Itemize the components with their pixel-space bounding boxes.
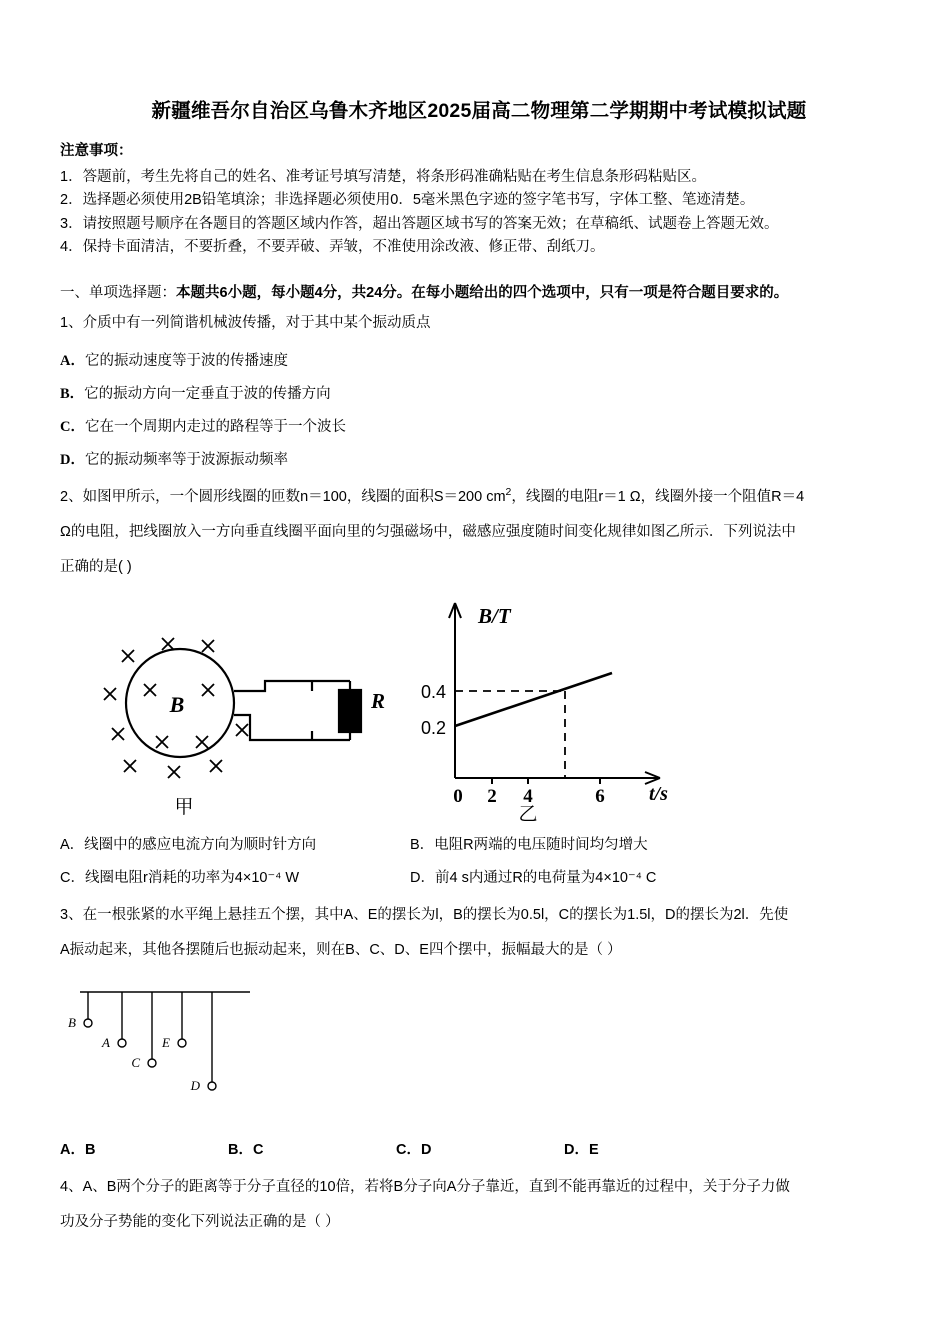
question-4-stem-line-2: 功及分子势能的变化下列说法正确的是（ ） bbox=[60, 1213, 340, 1230]
notice-item-3: 3．请按照题号顺序在各题目的答题区域内作答，超出答题区域书写的答案无效；在草稿纸、试题卷上答题无效。 bbox=[60, 215, 779, 232]
option-label: B． bbox=[60, 385, 85, 402]
question-2-option-b bbox=[410, 833, 648, 854]
option-text: 前4 s内通过R的电荷量为4×10⁻⁴ C bbox=[434, 869, 657, 886]
question-1-option-d bbox=[60, 448, 898, 469]
question-2-figure bbox=[60, 588, 898, 823]
bob-A bbox=[118, 1039, 126, 1047]
option-label: A． bbox=[60, 352, 85, 369]
question-2-stem-line-1: 2、如图甲所示，一个圆形线圈的匝数n＝100，线圈的面积S＝200 $cm^2$，线圈的电阻r＝1 Ω，线圈外接一个阻值R＝4 bbox=[60, 486, 805, 505]
question-2-option-c bbox=[60, 866, 410, 887]
question-3-figure bbox=[60, 977, 898, 1122]
pendulum-label-C: C bbox=[131, 1054, 140, 1070]
section-1-desc: 本题共6小题，每小题4分，共24分。在每小题给出的四个选项中，只有一项是符合题目要求的。 bbox=[176, 284, 789, 301]
option-label: B． bbox=[410, 836, 435, 853]
pendulum-label-B: B bbox=[68, 1014, 76, 1030]
bob-E bbox=[178, 1039, 186, 1047]
question-1-option-b bbox=[60, 382, 898, 403]
figure-caption-yi: 乙 bbox=[518, 803, 538, 823]
option-label: A． bbox=[60, 836, 85, 853]
option-text: 电阻R两端的电压随时间均匀增大 bbox=[434, 836, 648, 853]
y-tick-0-2: 0.2 bbox=[420, 717, 446, 738]
page-title: 新疆维吾尔自治区乌鲁木齐地区2025届高二物理第二学期期中考试模拟试题 bbox=[151, 100, 807, 122]
option-label: D． bbox=[60, 451, 85, 468]
resistor-box bbox=[339, 690, 361, 732]
x-tick-4: 4 bbox=[523, 785, 533, 807]
bob-C bbox=[148, 1059, 156, 1067]
question-3-answer-c: C．D bbox=[396, 1141, 432, 1158]
question-1-option-c bbox=[60, 415, 898, 436]
question-1-option-a bbox=[60, 349, 898, 370]
pendulum-label-E: E bbox=[162, 1034, 170, 1050]
y-tick-0-4: 0.4 bbox=[420, 681, 446, 702]
option-text: 线圈中的感应电流方向为顺时针方向 bbox=[84, 836, 317, 853]
x-axis-label: t/s bbox=[649, 782, 668, 805]
option-label: C． bbox=[60, 418, 85, 435]
question-2-stem-line-3: 正确的是( ) bbox=[60, 558, 132, 575]
question-3-stem-line-2: A振动起来，其他各摆随后也振动起来，则在B、C、D、E四个摆中，振幅最大的是（ ） bbox=[60, 941, 622, 958]
question-1-stem: 1、介质中有一列简谐机械波传播，对于其中某个振动质点 bbox=[60, 315, 431, 332]
option-label: D． bbox=[410, 869, 435, 886]
bob-D bbox=[208, 1082, 216, 1090]
question-3-answer-d: D．E bbox=[564, 1141, 599, 1158]
bt-line bbox=[455, 673, 612, 726]
question-3-answer-b: B．C bbox=[228, 1141, 264, 1158]
x-tick-2: 2 bbox=[487, 785, 497, 807]
section-1-heading bbox=[60, 282, 898, 305]
question-2-options-row-1 bbox=[60, 833, 898, 854]
option-text: 它的振动速度等于波的传播速度 bbox=[84, 352, 288, 369]
bt-graph bbox=[449, 603, 660, 784]
pendulum-label-A: A bbox=[102, 1034, 110, 1050]
question-2-stem-line-2: Ω的电阻，把线圈放入一方向垂直线圈平面向里的匀强磁场中，磁感应强度随时间变化规律如图乙所示．下列说法中 bbox=[60, 523, 796, 540]
question-4-stem-line-1: 4、A、B两个分子的距离等于分子直径的10倍，若将B分子向A分子靠近，直到不能再靠近的过程中，关于分子力做 bbox=[60, 1178, 790, 1195]
question-3-stem-line-1: 3、在一根张紧的水平绳上悬挂五个摆，其中A、E的摆长为l，B的摆长为0.5l，C的摆长为1.5l，D的摆长为2l．先使 bbox=[60, 906, 789, 923]
x-tick-0: 0 bbox=[453, 785, 463, 807]
notice-heading: 注意事项： bbox=[60, 143, 133, 159]
page-content bbox=[60, 95, 898, 1237]
lead-top bbox=[234, 681, 312, 691]
question-2-option-a bbox=[60, 833, 410, 854]
question-3-figure-svg bbox=[60, 977, 898, 1122]
notice-item-2: 2．选择题必须使用2B铅笔填涂；非选择题必须使用0．5毫米黑色字迹的签字笔书写，字体工整、笔迹清楚。 bbox=[60, 192, 755, 209]
y-axis-label: B/T bbox=[478, 603, 511, 628]
pendulum-label-D: D bbox=[190, 1077, 200, 1093]
question-3-answer-a: A．B bbox=[60, 1141, 96, 1158]
question-2-figure-svg bbox=[60, 588, 898, 823]
question-2-option-d bbox=[410, 866, 656, 887]
question-3-answers bbox=[60, 1138, 898, 1159]
bob-B bbox=[84, 1019, 92, 1027]
notice-item-1: 1．答题前，考生先将自己的姓名、准考证号填写清楚，将条形码准确粘贴在考生信息条形码粘贴区。 bbox=[60, 169, 707, 185]
option-text: 线圈电阻r消耗的功率为4×10⁻⁴ W bbox=[84, 869, 300, 886]
x-tick-6: 6 bbox=[595, 785, 605, 807]
option-text: 它的振动频率等于波源振动频率 bbox=[84, 451, 288, 468]
coil-label-B: B bbox=[169, 691, 185, 717]
figure-caption-jia: 甲 bbox=[174, 796, 194, 818]
resistor-label-R: R bbox=[371, 688, 386, 713]
option-label: C． bbox=[60, 869, 85, 886]
section-1-label: 一、单项选择题： bbox=[60, 284, 176, 301]
notice-item-4: 4．保持卡面清洁，不要折叠，不要弄破、弄皱，不准使用涂改液、修正带、刮纸刀。 bbox=[60, 239, 605, 256]
option-text: 它在一个周期内走过的路程等于一个波长 bbox=[84, 418, 346, 435]
option-text: 它的振动方向一定垂直于波的传播方向 bbox=[84, 385, 331, 402]
question-2-options-row-2 bbox=[60, 866, 898, 887]
